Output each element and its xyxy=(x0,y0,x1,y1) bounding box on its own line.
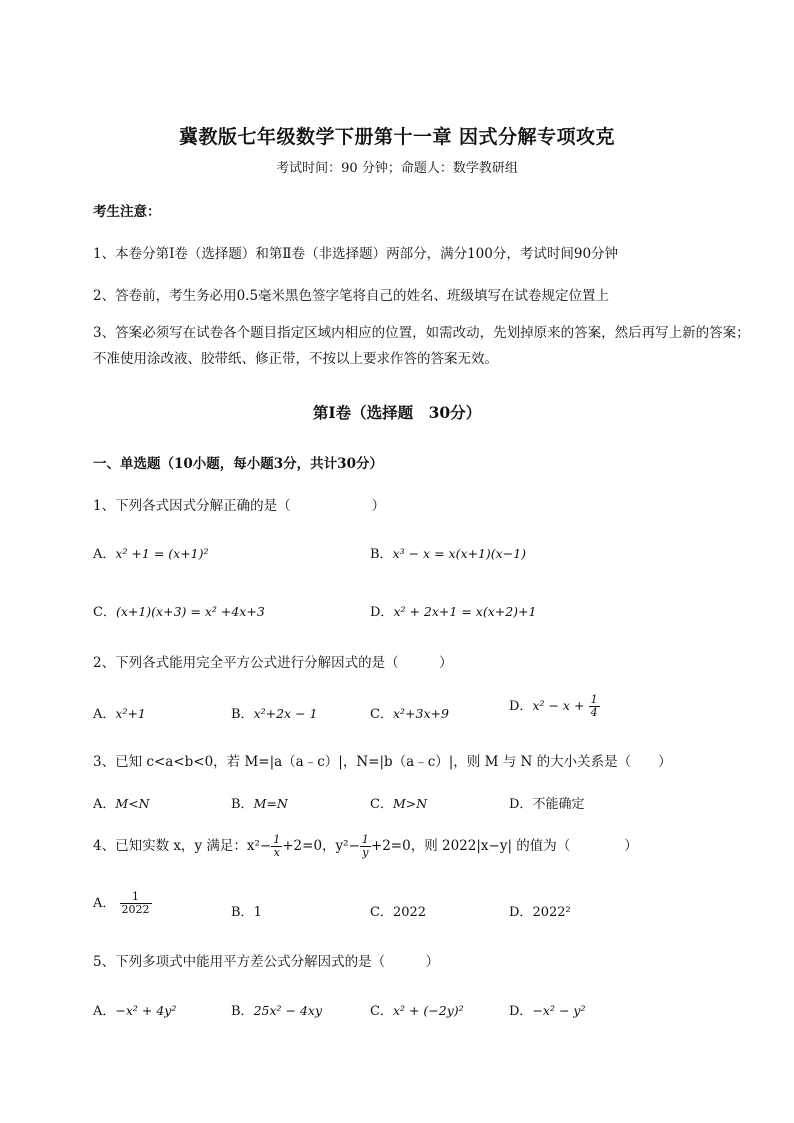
option-expression: 1 xyxy=(253,905,262,920)
option-label: A． xyxy=(93,707,116,722)
option-expression: x² + 2x+1 = x(x+2)+1 xyxy=(393,604,537,619)
option-label: A． xyxy=(93,896,116,911)
fraction-numerator: 1 xyxy=(120,891,152,904)
question-stem: 1、下列各式因式分解正确的是（ ） xyxy=(93,498,386,514)
fraction-denominator: y xyxy=(362,846,369,859)
option-d xyxy=(509,1000,585,1019)
fraction xyxy=(120,891,152,916)
option-b xyxy=(231,793,288,812)
option-expression: 25x² − 4xy xyxy=(253,1003,323,1018)
exam-info: 考试时间：90 分钟；命题人：数学教研组 xyxy=(276,161,518,176)
fraction-denominator: x xyxy=(273,846,280,859)
option-a xyxy=(93,793,150,812)
option-expression: x³ − x = x(x+1)(x−1) xyxy=(392,546,527,561)
option-expression: M>N xyxy=(392,796,428,811)
stem-text: +2=0，y²− xyxy=(282,838,360,854)
fraction-numerator: 1 xyxy=(590,693,598,706)
notice-item: 3、答案必须写在试卷各个题目指定区域内相应的位置，如需改动，先划掉原来的答案，然后再写上新的答案；不准使用涂改液、胶带纸、修正带，不按以上要求作答的答案无效。 xyxy=(93,325,750,367)
option-c xyxy=(370,703,449,722)
option-label: B． xyxy=(231,707,254,722)
option-label: C． xyxy=(370,1004,393,1019)
option-expression: x² − x + xyxy=(532,698,585,713)
option-label: C． xyxy=(93,605,116,620)
option-label: B． xyxy=(231,797,254,812)
option-expression: M=N xyxy=(253,796,288,811)
option-a xyxy=(93,1000,176,1019)
option-label: D． xyxy=(509,699,533,714)
option-expression: 2022² xyxy=(532,905,571,920)
fraction-numerator: 1 xyxy=(273,833,281,846)
option-d xyxy=(509,901,571,920)
option-label: A． xyxy=(93,547,116,562)
notice-item: 1、本卷分第I卷（选择题）和第Ⅱ卷（非选择题）两部分，满分100分，考试时间90分钟 xyxy=(93,246,619,262)
option-expression: x²+1 xyxy=(115,706,146,721)
option-expression: x² +1 = (x+1)² xyxy=(115,546,209,561)
option-label: D． xyxy=(509,1004,533,1019)
option-expression: −x² − y² xyxy=(532,1003,586,1018)
question-stem: 5、下列多项式中能用平方差公式分解因式的是（ ） xyxy=(93,954,440,970)
option-b xyxy=(231,1000,322,1019)
option-b xyxy=(370,543,526,562)
notice-item: 2、答卷前，考生务必用0.5毫米黑色签字笔将自己的姓名、班级填写在试卷规定位置上 xyxy=(93,288,610,304)
option-b xyxy=(231,901,262,920)
option-expression: x² + (−2y)² xyxy=(392,1003,464,1018)
option-expression: −x² + 4y² xyxy=(115,1003,177,1018)
stem-text: +2=0，则 2022|x−y| 的值为（ ） xyxy=(370,838,638,854)
option-label: D． xyxy=(509,905,533,920)
fraction xyxy=(360,834,371,859)
fraction xyxy=(589,694,600,719)
option-b xyxy=(231,703,317,722)
part-heading: 一、单选题（10小题，每小题3分，共计30分） xyxy=(93,456,383,472)
option-d xyxy=(509,793,584,812)
section-title: 第I卷（选择题 30分） xyxy=(312,403,482,422)
option-label: C． xyxy=(370,707,393,722)
option-label: D． xyxy=(370,605,394,620)
option-a xyxy=(93,703,146,722)
option-c xyxy=(370,901,426,920)
option-expression: (x+1)(x+3) = x² +4x+3 xyxy=(115,604,265,619)
option-label: D． xyxy=(509,797,533,812)
option-expression: x²+3x+9 xyxy=(392,706,449,721)
notice-heading: 考生注意： xyxy=(93,204,161,220)
question-stem xyxy=(93,834,638,859)
fraction-denominator: 4 xyxy=(590,706,598,719)
option-label: A． xyxy=(93,797,116,812)
option-label: C． xyxy=(370,797,393,812)
fraction-denominator: 2022 xyxy=(121,903,150,916)
option-label: A． xyxy=(93,1004,116,1019)
fraction-numerator: 1 xyxy=(361,833,369,846)
option-d xyxy=(509,694,600,719)
option-label: B． xyxy=(370,547,393,562)
option-c xyxy=(370,793,427,812)
option-label: B． xyxy=(231,905,254,920)
question-stem: 3、已知 c<a<b<0，若 M=|a（a﹣c）|，N=|b（a﹣c）|，则 M 与 N 的大小关系是（ ） xyxy=(93,754,672,770)
option-expression: M<N xyxy=(115,796,150,811)
option-c xyxy=(370,1000,464,1019)
option-expression: 不能确定 xyxy=(532,797,585,812)
question-stem: 2、下列各式能用完全平方公式进行分解因式的是（ ） xyxy=(93,655,453,671)
option-expression: 2022 xyxy=(392,905,427,920)
option-label: C． xyxy=(370,905,393,920)
option-c xyxy=(93,601,265,620)
option-d xyxy=(370,601,536,620)
stem-text: 4、已知实数 x，y 满足：x²− xyxy=(93,838,272,854)
option-a xyxy=(93,891,152,916)
option-expression: x²+2x − 1 xyxy=(253,706,318,721)
option-label: B． xyxy=(231,1004,254,1019)
option-a xyxy=(93,543,209,562)
fraction xyxy=(271,834,282,859)
page-title: 冀教版七年级数学下册第十一章 因式分解专项攻克 xyxy=(178,126,616,148)
